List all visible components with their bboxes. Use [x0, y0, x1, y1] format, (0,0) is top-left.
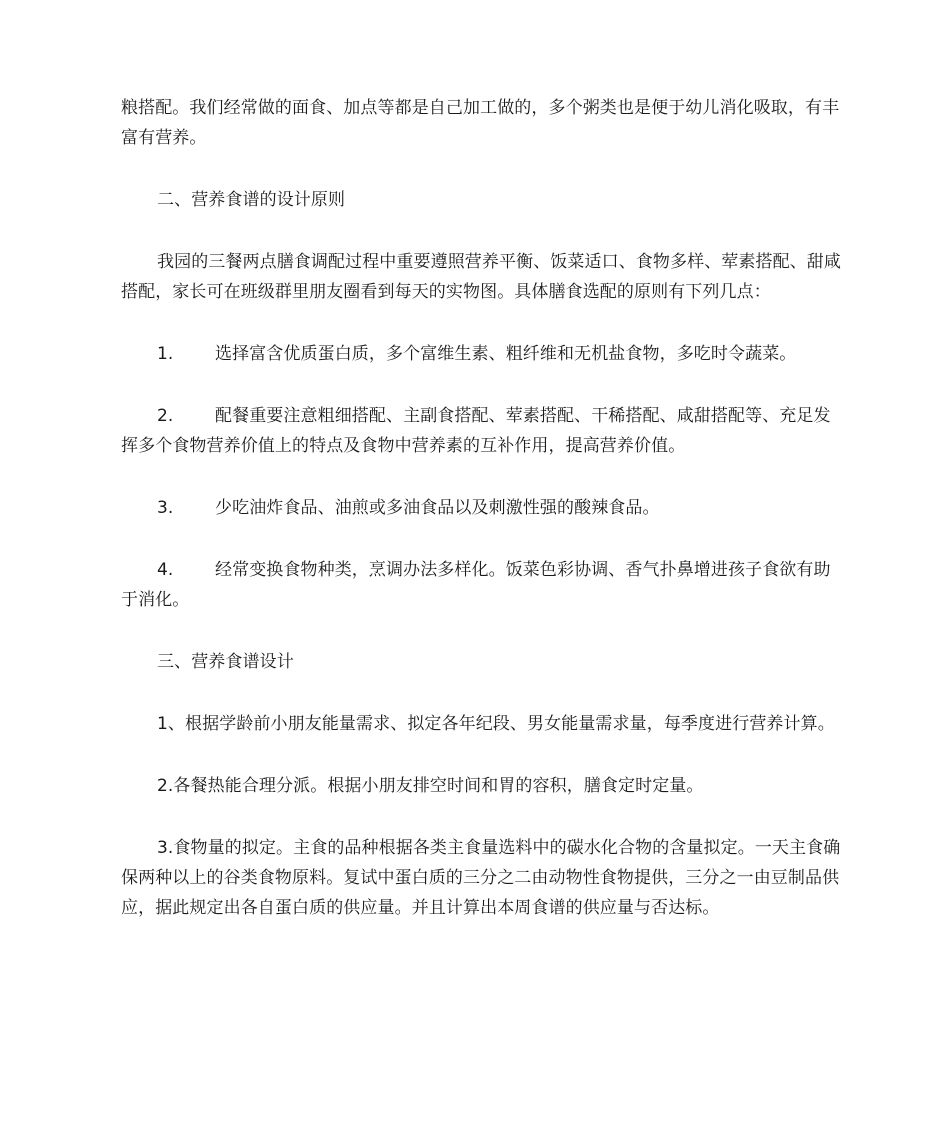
paragraph-principles-intro: 我园的三餐两点膳食调配过程中重要遵照营养平衡、饭菜适口、食物多样、荤素搭配、甜咸搭配，家长可在班级群里朋友圈看到每天的实物图。具体膳食选配的原则有下列几点： — [121, 252, 841, 302]
list-text: 选择富含优质蛋白质，多个富维生素、粗纤维和无机盐食物，多吃时令蔬菜。 — [215, 344, 797, 364]
list-item — [121, 555, 841, 615]
paragraph-meal-distribution: 2.各餐热能合理分派。根据小朋友排空时间和胃的容积，膳食定时定量。 — [157, 776, 704, 796]
list-text: 经常变换食物种类，烹调办法多样化。饭菜色彩协调、香气扑鼻增进孩子食欲有助于消化。 — [121, 560, 831, 610]
list-item — [121, 401, 841, 461]
list-text: 少吃油炸食品、油煎或多油食品以及刺激性强的酸辣食品。 — [215, 498, 660, 518]
list-number: 2. — [157, 406, 174, 426]
document-body — [121, 93, 841, 955]
paragraph-food-quantity: 3.食物量的拟定。主食的品种根据各类主食量选料中的碳水化合物的含量拟定。一天主食确保两种以上的谷类食物原料。复试中蛋白质的三分之二由动物性食物提供，三分之一由豆制品供应，据此规定出各自蛋白质的供应量。并且计算出本周食谱的供应量与否达标。 — [121, 838, 841, 918]
section-heading-recipe-design: 三、营养食谱设计 — [157, 652, 294, 672]
section-heading-design-principles: 二、营养食谱的设计原则 — [157, 190, 346, 210]
list-number: 1. — [157, 344, 174, 364]
list-text: 配餐重要注意粗细搭配、主副食搭配、荤素搭配、干稀搭配、咸甜搭配等、充足发挥多个食物营养价值上的特点及食物中营养素的互补作用，提高营养价值。 — [121, 406, 831, 456]
list-number: 3. — [157, 498, 174, 518]
paragraph-energy-needs: 1、根据学龄前小朋友能量需求、拟定各年纪段、男女能量需求量，每季度进行营养计算。 — [157, 714, 835, 734]
list-item — [121, 339, 841, 369]
list-item — [121, 493, 841, 523]
list-number: 4. — [157, 560, 174, 580]
paragraph-intro: 粮搭配。我们经常做的面食、加点等都是自己加工做的，多个粥类也是便于幼儿消化吸取，有丰富有营养。 — [121, 98, 840, 148]
